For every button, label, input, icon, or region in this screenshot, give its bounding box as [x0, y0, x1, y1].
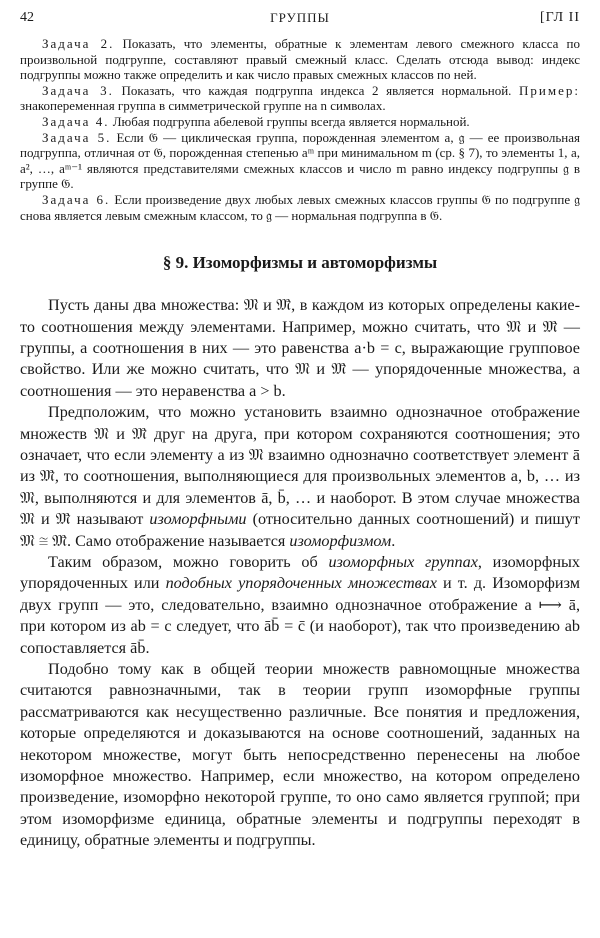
- main-text: [20, 295, 580, 852]
- paragraph: [20, 659, 580, 852]
- emphasis: подобных упорядоченных множествах: [165, 574, 437, 593]
- problems-block: [20, 36, 580, 223]
- paragraph: [20, 552, 580, 659]
- example-label: Пример:: [519, 82, 580, 98]
- paragraph-text: Пусть даны два множества: 𝔐 и 𝔐̄, в каждом из которых определены какие-то соотношения между элементами. Например, можно считать, что 𝔐 и 𝔐̄ — группы, а соотношения в них — это равенства a·b = c, выражающие групповое свойство. Или же можно считать, что 𝔐 и 𝔐̄ — упорядоченные множества, а соотношения — это неравенства a > b.: [20, 296, 580, 400]
- paragraph-text: (относительно данных соотношений) и пишут 𝔐 ≅ 𝔐̄. Само отображение называется: [20, 510, 580, 550]
- problem-text: Показать, что элементы, обратные к элементам левого смежного класса по произвольной подгруппе, составляют правый смежный класс. Сделать отсюда вывод: индекс подгруппы можно также определить и как число правых смежных классов по ней.: [20, 36, 580, 83]
- paragraph: [20, 402, 580, 552]
- emphasis: изоморфными: [149, 510, 247, 529]
- problem-label: Задача 2.: [42, 36, 115, 51]
- paragraph-text: Подобно тому как в общей теории множеств равномощные множества считаются равнозначными, так в теории групп изоморфные группы рассматриваются как несущественно различные. Все понятия и предложения, которые определяются и доказываются на основе соотношений, заданных на некотором множестве, могут быть непосредственно перенесены на любое изоморфное множество. Например, если множество, на котором определено произведение, изоморфно некоторой группе, то оно само является группой; при этом изоморфизме единица, обратные элементы и подгруппы переходят в единицу, обратные элементы и подгруппы.: [20, 660, 580, 850]
- chapter-marker: [ГЛ II: [539, 10, 580, 25]
- paragraph-text: Предположим, что можно установить взаимно однозначное отображение множеств 𝔐 и 𝔐̄ друг на друга, при котором сохраняются соотношения; это означает, что если элементу a из 𝔐 взаимно однозначно соответствует элемент ā из 𝔐̄, то соотношения, выполняющиеся для произвольных элементов a, b, … из 𝔐, выполняются и для элементов ā, b̄, … и наоборот. В этом случае множества 𝔐 и 𝔐̄ называют: [20, 403, 580, 529]
- paragraph-text: Таким образом, можно говорить об: [48, 553, 329, 571]
- page-number: 42: [20, 10, 34, 25]
- problem-label: Задача 6.: [42, 191, 111, 207]
- running-title: ГРУППЫ: [270, 10, 330, 25]
- running-header: [20, 0, 580, 28]
- problem-5: [20, 130, 580, 192]
- problem-2: [20, 36, 580, 83]
- problem-text: Показать, что каждая подгруппа индекса 2 является нормальной.: [113, 82, 520, 98]
- problem-text: Если произведение двух любых левых смежных классов группы 𝔊 по подгруппе 𝔤 снова является левым смежным классом, то 𝔤 — нормальная подгруппа в 𝔊.: [20, 191, 580, 223]
- paragraph: [20, 295, 580, 402]
- paragraph-text: , изоморфных упорядоченных или: [20, 553, 580, 593]
- problem-text: Если 𝔊 — циклическая группа, порожденная элементом a, 𝔤 — ее произвольная подгруппа, отличная от 𝔊, порожденная степенью aᵐ при минимальном m (ср. § 7), то элементы 1, a, a², …, aᵐ⁻¹ являются представителями смежных классов и число m равно индексу подгруппы 𝔤 в группе 𝔊.: [20, 129, 580, 192]
- problem-label: Задача 5.: [42, 129, 112, 145]
- problem-label: Задача 4.: [42, 113, 110, 129]
- emphasis: изоморфизмом: [289, 531, 392, 550]
- section-title: § 9. Изоморфизмы и автоморфизмы: [162, 253, 438, 273]
- problem-label: Задача 3.: [42, 82, 114, 98]
- paragraph-text: и т. д. Изоморфизм двух групп — это, следовательно, взаимно однозначное отображение a ⟼ ā, при котором из ab = c следует, что āb̄ = c̄ (и наоборот), так что произведению ab сопоставляется āb̄.: [20, 574, 580, 657]
- problem-6: [20, 192, 580, 223]
- emphasis: изоморфных группах: [328, 553, 478, 571]
- paragraph-text: .: [391, 531, 396, 550]
- problem-3: [20, 83, 580, 114]
- problem-text: Любая подгруппа абелевой группы всегда является нормальной.: [109, 113, 470, 129]
- example-text: знакопеременная группа в симметрической группе на n символах.: [20, 98, 386, 114]
- problem-4: [20, 114, 580, 130]
